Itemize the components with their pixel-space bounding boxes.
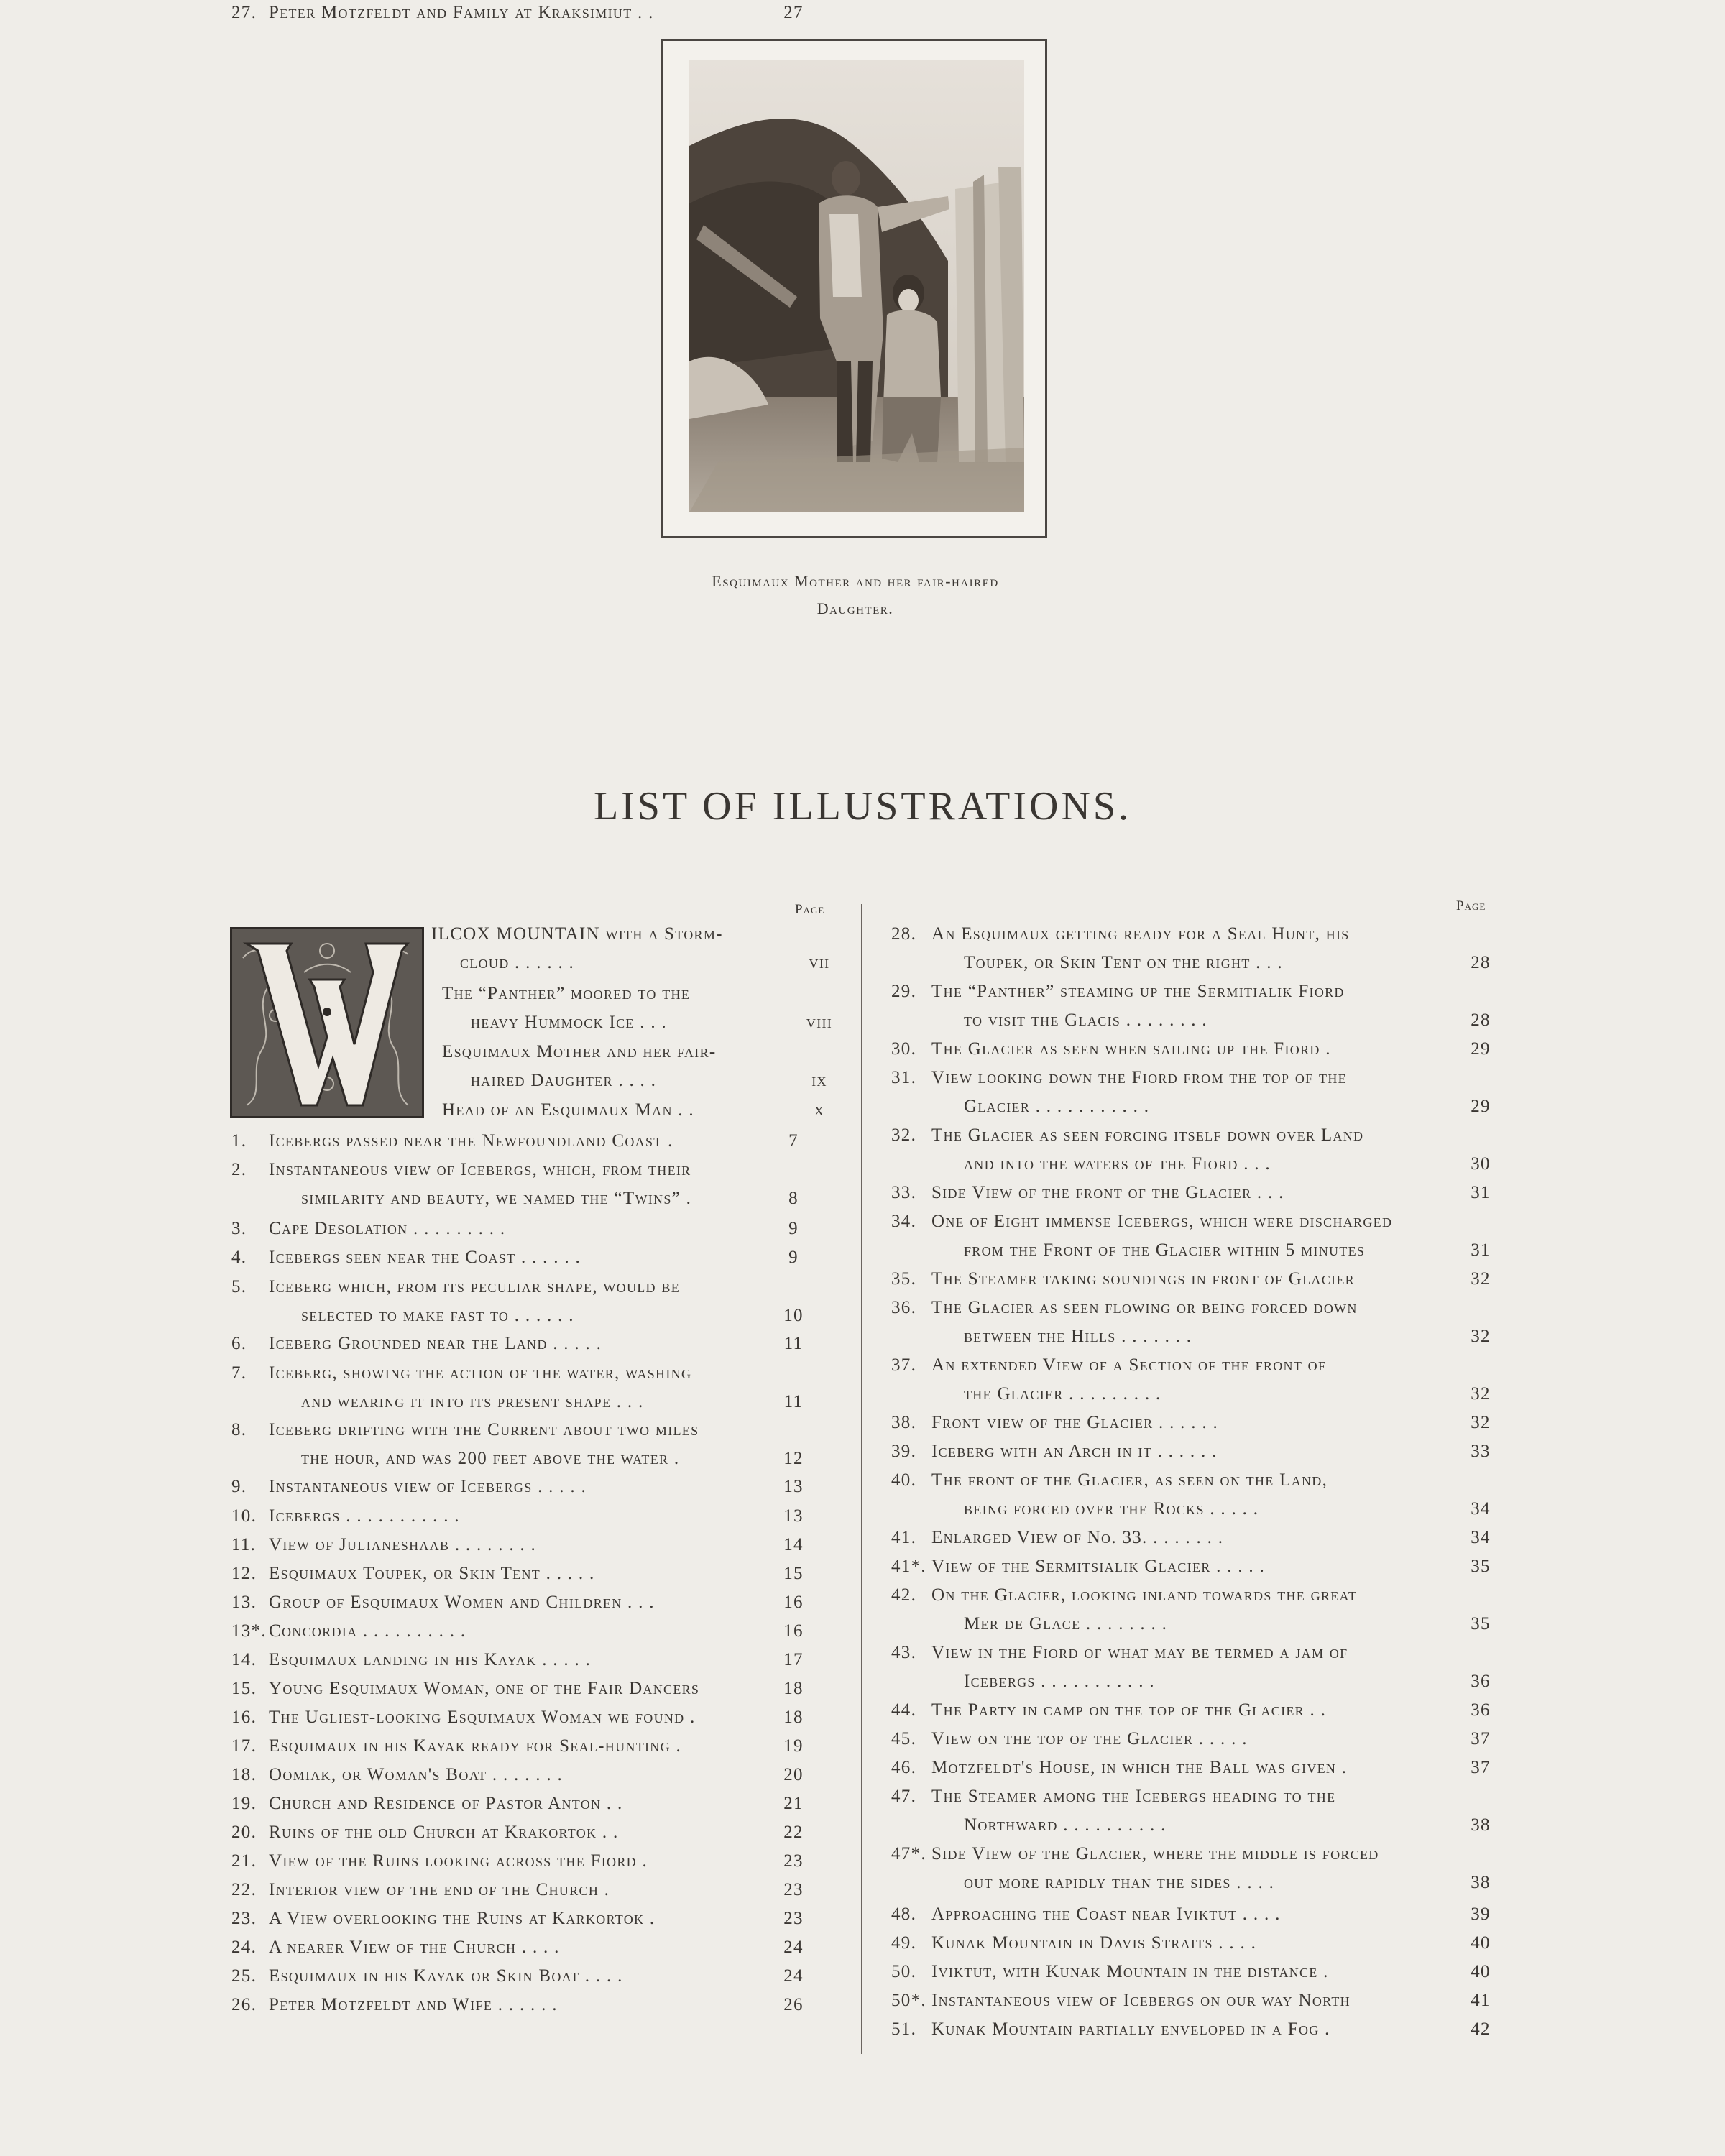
entry-page: 24	[783, 1966, 804, 1986]
entry-text: View looking down the Fiord from the top of the	[932, 1068, 1347, 1087]
list-item	[891, 1353, 1509, 1404]
entry-page: 42	[1471, 2019, 1491, 2039]
entry-continuation: the Glacier . . . . . . . . .	[964, 1384, 1162, 1404]
entry-page: ix	[811, 1071, 827, 1090]
entry-page: 32	[1471, 1413, 1491, 1432]
list-item	[231, 1216, 842, 1242]
entry-text: Iceberg which, from its peculiar shape, would be	[269, 1277, 680, 1296]
entry-text: Cape Desolation . . . . . . . . .	[269, 1219, 506, 1238]
entry-number: 27.	[231, 3, 257, 22]
entry-text: Head of an Esquimaux Man . .	[442, 1100, 694, 1120]
entry-number: 49.	[891, 1933, 917, 1953]
entry-page: 38	[1471, 1815, 1491, 1835]
entry-page: 37	[1471, 1758, 1491, 1777]
entry-page: 16	[783, 1593, 804, 1612]
photo-frame	[661, 39, 1047, 538]
entry-page: viii	[806, 1013, 833, 1032]
list-item	[891, 2017, 1509, 2042]
entry-number: 19.	[231, 1794, 257, 1813]
entry-page: 11	[783, 1392, 804, 1411]
entry-text: An Esquimaux getting ready for a Seal Hunt, his	[932, 924, 1350, 944]
entry-number: 5.	[231, 1277, 247, 1296]
entry-text: Front view of the Glacier . . . . . .	[932, 1413, 1219, 1432]
column-divider	[861, 904, 862, 2054]
list-item	[231, 1331, 842, 1357]
list-item	[231, 1906, 842, 1932]
list-item	[231, 0, 842, 26]
entry-page: vii	[809, 953, 830, 972]
entry-number: 47.	[891, 1787, 917, 1806]
entry-number: 15.	[231, 1679, 257, 1698]
list-item	[231, 1245, 842, 1271]
entry-text: View on the top of the Glacier . . . . .	[932, 1729, 1248, 1749]
entry-page: 16	[783, 1621, 804, 1641]
entry-continuation: Glacier . . . . . . . . . . .	[964, 1097, 1150, 1116]
entry-page: 19	[783, 1736, 804, 1756]
entry-number: 48.	[891, 1904, 917, 1924]
list-item	[231, 1503, 842, 1529]
list-item	[891, 1036, 1509, 1062]
entry-number: 26.	[231, 1995, 257, 2014]
list-item	[231, 1963, 842, 1989]
entry-continuation: selected to make fast to . . . . . .	[301, 1306, 574, 1325]
photo-caption	[618, 568, 1092, 622]
entry-number: 42.	[891, 1585, 917, 1605]
list-item	[231, 1417, 842, 1468]
entry-text: Enlarged View of No. 33. . . . . . . .	[932, 1528, 1224, 1547]
list-item	[231, 1360, 842, 1411]
entry-page: 23	[783, 1851, 804, 1871]
entry-text: The Party in camp on the top of the Glacier . .	[932, 1700, 1327, 1720]
entry-text: Instantaneous view of Icebergs, which, from their	[269, 1160, 691, 1179]
entry-page: 29	[1471, 1097, 1491, 1116]
entry-page: 18	[783, 1679, 804, 1698]
entry-text: The Glacier as seen flowing or being forced down	[932, 1298, 1358, 1317]
list-item	[231, 1733, 842, 1759]
list-item	[891, 1959, 1509, 1985]
entry-text: View of the Sermitsialik Glacier . . . . .	[932, 1557, 1266, 1576]
entry-number: 13*.	[231, 1621, 267, 1641]
list-item	[891, 1295, 1509, 1346]
list-item	[891, 1640, 1509, 1691]
entry-page: 32	[1471, 1269, 1491, 1289]
entry-page: 39	[1471, 1904, 1491, 1924]
entry-page: 32	[1471, 1327, 1491, 1346]
entry-number: 2.	[231, 1160, 247, 1179]
list-item	[891, 1065, 1509, 1116]
list-item	[231, 1935, 842, 1961]
entry-continuation: and wearing it into its present shape . . .	[301, 1392, 644, 1411]
entry-continuation: the hour, and was 200 feet above the water .	[301, 1449, 680, 1468]
entry-number: 34.	[891, 1212, 917, 1231]
entry-text: Icebergs . . . . . . . . . . .	[269, 1506, 460, 1526]
entry-number: 41.	[891, 1528, 917, 1547]
entry-text: The Steamer among the Icebergs heading to the	[932, 1787, 1336, 1806]
entry-text: Side View of the Glacier, where the middle is forced	[932, 1844, 1379, 1864]
entry-number: 43.	[891, 1643, 917, 1662]
entry-continuation: out more rapidly than the sides . . . .	[964, 1873, 1275, 1892]
entry-text: Side View of the front of the Glacier . . .	[932, 1183, 1284, 1202]
photo-caption-line-1: Esquimaux Mother and her fair-haired	[712, 572, 999, 590]
entry-page: 11	[783, 1334, 804, 1353]
entry-number: 13.	[231, 1593, 257, 1612]
entry-page: 28	[1471, 1010, 1491, 1030]
entry-number: 36.	[891, 1298, 917, 1317]
entry-page: 8	[788, 1189, 799, 1208]
entry-text: Ruins of the old Church at Krakortok . .	[269, 1823, 619, 1842]
list-item	[891, 1554, 1509, 1580]
entry-text: Approaching the Coast near Iviktut . . . .	[932, 1904, 1281, 1924]
entry-text: The Steamer taking soundings in front of Glacier	[932, 1269, 1355, 1289]
entry-number: 1.	[231, 1131, 247, 1151]
entry-text: Icebergs passed near the Newfoundland Coast .	[269, 1131, 673, 1151]
entry-page: 23	[783, 1880, 804, 1899]
list-item	[891, 1266, 1509, 1292]
entry-continuation: Mer de Glace . . . . . . . .	[964, 1614, 1168, 1634]
entry-continuation: Icebergs . . . . . . . . . . .	[964, 1672, 1155, 1691]
entry-number: 50.	[891, 1962, 917, 1981]
list-item	[231, 1791, 842, 1817]
entry-page: x	[814, 1100, 825, 1120]
entry-number: 4.	[231, 1248, 247, 1267]
list-item	[231, 1157, 842, 1208]
entry-text: On the Glacier, looking inland towards the great	[932, 1585, 1358, 1605]
page-column-heading-left: Page	[795, 902, 825, 917]
entry-number: 6.	[231, 1334, 247, 1353]
entry-number: 18.	[231, 1765, 257, 1784]
entry-page: 36	[1471, 1700, 1491, 1720]
entry-page: 28	[1471, 953, 1491, 972]
entry-text: Oomiak, or Woman's Boat . . . . . . .	[269, 1765, 563, 1784]
list-item	[231, 1877, 842, 1903]
entry-number: 46.	[891, 1758, 917, 1777]
entry-text: The Ugliest-looking Esquimaux Woman we found .	[269, 1708, 696, 1727]
list-item	[891, 1439, 1509, 1465]
entry-text: Iceberg, showing the action of the water, washing	[269, 1363, 692, 1383]
list-item	[891, 1930, 1509, 1956]
entry-page: 14	[783, 1535, 804, 1554]
entry-text: Instantaneous view of Icebergs on our way North	[932, 1991, 1351, 2010]
entry-continuation: cloud . . . . . .	[460, 953, 575, 972]
entry-number: 51.	[891, 2019, 917, 2039]
entry-page: 37	[1471, 1729, 1491, 1749]
entry-page: 41	[1471, 1991, 1491, 2010]
entry-page: 18	[783, 1708, 804, 1727]
entry-page: 40	[1471, 1962, 1491, 1981]
entry-page: 29	[1471, 1039, 1491, 1059]
entry-number: 23.	[231, 1909, 257, 1928]
entry-text: A View overlooking the Ruins at Karkortok .	[269, 1909, 656, 1928]
entry-text: View in the Fiord of what may be termed a jam of	[932, 1643, 1348, 1662]
entry-text: Esquimaux landing in his Kayak . . . . .	[269, 1650, 592, 1669]
entry-number: 47*.	[891, 1844, 926, 1864]
entry-number: 39.	[891, 1442, 917, 1461]
entry-number: 30.	[891, 1039, 917, 1059]
entry-page: 22	[783, 1823, 804, 1842]
decorative-initial-w	[230, 927, 424, 1118]
entry-number: 44.	[891, 1700, 917, 1720]
entry-continuation: similarity and beauty, we named the “Twins” .	[301, 1189, 692, 1208]
entry-page: 20	[783, 1765, 804, 1784]
entry-text: Esquimaux Toupek, or Skin Tent . . . . .	[269, 1564, 595, 1583]
entry-page: 24	[783, 1938, 804, 1957]
entry-number: 25.	[231, 1966, 257, 1986]
entry-number: 40.	[891, 1470, 917, 1490]
entry-text: Concordia . . . . . . . . . .	[269, 1621, 466, 1641]
list-item	[231, 1992, 842, 2018]
list-item	[891, 1841, 1509, 1892]
entry-text: The Glacier as seen when sailing up the Fiord .	[932, 1039, 1331, 1059]
entry-number: 33.	[891, 1183, 917, 1202]
entry-page: 34	[1471, 1499, 1491, 1519]
entry-page: 40	[1471, 1933, 1491, 1953]
list-item	[891, 1525, 1509, 1551]
list-item	[231, 1618, 842, 1644]
entry-number: 21.	[231, 1851, 257, 1871]
page-column-heading-right: Page	[1456, 898, 1486, 913]
entry-text: One of Eight immense Icebergs, which were discharged	[932, 1212, 1393, 1231]
entry-number: 24.	[231, 1938, 257, 1957]
entry-number: 50*.	[891, 1991, 926, 2010]
entry-text: The “Panther” steaming up the Sermitialik Fiord	[932, 982, 1345, 1001]
photograph-image	[689, 60, 1024, 512]
entry-number: 32.	[891, 1125, 917, 1145]
entry-page: 9	[788, 1248, 799, 1267]
entry-page: 31	[1471, 1240, 1491, 1260]
entry-number: 45.	[891, 1729, 917, 1749]
list-item	[891, 1209, 1509, 1260]
decorative-initial-w-art	[232, 929, 422, 1116]
entry-continuation: and into the waters of the Fiord . . .	[964, 1154, 1271, 1174]
list-item	[891, 1123, 1509, 1174]
entry-page: 38	[1471, 1873, 1491, 1892]
entry-text: Peter Motzfeldt and Family at Kraksimiut . .	[269, 3, 654, 22]
entry-text: View of Julianeshaab . . . . . . . .	[269, 1535, 537, 1554]
entry-text: Young Esquimaux Woman, one of the Fair Dancers	[269, 1679, 700, 1698]
entry-text: Esquimaux in his Kayak or Skin Boat . . . .	[269, 1966, 623, 1986]
photograph-esquimaux-mother-daughter	[689, 60, 1024, 512]
entry-number: 29.	[891, 982, 917, 1001]
entry-text: Kunak Mountain partially enveloped in a Fog .	[932, 2019, 1330, 2039]
entry-number: 3.	[231, 1219, 247, 1238]
entry-continuation: from the Front of the Glacier within 5 minutes	[964, 1240, 1366, 1260]
list-title: LIST OF ILLUSTRATIONS.	[593, 784, 1132, 829]
list-item	[891, 1697, 1509, 1723]
entry-text: Icebergs seen near the Coast . . . . . .	[269, 1248, 581, 1267]
entry-text: Peter Motzfeldt and Wife . . . . . .	[269, 1995, 558, 2014]
entry-text: Group of Esquimaux Women and Children . . .	[269, 1593, 655, 1612]
entry-page: 36	[1471, 1672, 1491, 1691]
entry-page: 13	[783, 1477, 804, 1496]
entry-number: 20.	[231, 1823, 257, 1842]
list-item	[891, 1410, 1509, 1436]
entry-text: Motzfeldt's House, in which the Ball was given .	[932, 1758, 1348, 1777]
entry-page: 7	[788, 1131, 799, 1151]
entry-number: 28.	[891, 924, 917, 944]
list-item	[231, 1274, 842, 1325]
entry-page: 12	[783, 1449, 804, 1468]
list-item	[231, 1762, 842, 1788]
entry-page: 9	[788, 1219, 799, 1238]
entry-text: Esquimaux in his Kayak ready for Seal-hunting .	[269, 1736, 681, 1756]
list-item	[231, 1820, 842, 1846]
list-item	[891, 979, 1509, 1030]
entry-continuation: being forced over the Rocks . . . . .	[964, 1499, 1259, 1519]
entry-text: Iviktut, with Kunak Mountain in the distance .	[932, 1962, 1329, 1981]
entry-page: 13	[783, 1506, 804, 1526]
list-item	[231, 1647, 842, 1673]
entry-number: 35.	[891, 1269, 917, 1289]
entry-page: 34	[1471, 1528, 1491, 1547]
list-item	[231, 1676, 842, 1702]
entry-number: 11.	[231, 1535, 257, 1554]
entry-number: 7.	[231, 1363, 247, 1383]
entry-text: Church and Residence of Pastor Anton . .	[269, 1794, 623, 1813]
list-item	[231, 1474, 842, 1500]
entry-number: 10.	[231, 1506, 257, 1526]
list-item	[891, 1583, 1509, 1634]
list-item	[891, 1726, 1509, 1752]
list-item	[891, 1902, 1509, 1927]
entry-text: Instantaneous view of Icebergs . . . . .	[269, 1477, 587, 1496]
entry-continuation: haired Daughter . . . .	[471, 1071, 657, 1090]
entry-text: Iceberg Grounded near the Land . . . . .	[269, 1334, 602, 1353]
entry-page: 31	[1471, 1183, 1491, 1202]
entry-page: 32	[1471, 1384, 1491, 1404]
entry-text: The “Panther” moored to the	[442, 984, 691, 1003]
entry-page: 17	[783, 1650, 804, 1669]
entry-continuation: Toupek, or Skin Tent on the right . . .	[964, 953, 1283, 972]
entry-number: 31.	[891, 1068, 917, 1087]
list-item	[231, 1848, 842, 1874]
entry-number: 17.	[231, 1736, 257, 1756]
entry-text: Iceberg with an Arch in it . . . . . .	[932, 1442, 1218, 1461]
entry-text: The Glacier as seen forcing itself down over Land	[932, 1125, 1364, 1145]
entry-text: View of the Ruins looking across the Fiord .	[269, 1851, 648, 1871]
entry-page: 35	[1471, 1557, 1491, 1576]
entry-number: 16.	[231, 1708, 257, 1727]
entry-number: 38.	[891, 1413, 917, 1432]
entry-number: 9.	[231, 1477, 247, 1496]
entry-text: Iceberg drifting with the Current about two miles	[269, 1420, 699, 1439]
entry-text: Esquimaux Mother and her fair-	[442, 1042, 717, 1061]
entry-number: 37.	[891, 1355, 917, 1375]
entry-continuation: between the Hills . . . . . . .	[964, 1327, 1192, 1346]
entry-text: Interior view of the end of the Church .	[269, 1880, 610, 1899]
list-item	[231, 1590, 842, 1616]
entry-text: Kunak Mountain in Davis Straits . . . .	[932, 1933, 1257, 1953]
entry-number: 22.	[231, 1880, 257, 1899]
list-item	[231, 1128, 842, 1154]
entry-text: An extended View of a Section of the front of	[932, 1355, 1327, 1375]
entry-continuation: to visit the Glacis . . . . . . . .	[964, 1010, 1208, 1030]
entry-page: 35	[1471, 1614, 1491, 1634]
entry-page: 27	[783, 3, 804, 22]
list-item	[891, 921, 1509, 972]
entry-number: 8.	[231, 1420, 247, 1439]
entry-page: 10	[783, 1306, 804, 1325]
entry-continuation: Northward . . . . . . . . . .	[964, 1815, 1167, 1835]
entry-page: 15	[783, 1564, 804, 1583]
entry-page: 21	[783, 1794, 804, 1813]
entry-number: 12.	[231, 1564, 257, 1583]
entry-number: 41*.	[891, 1557, 926, 1576]
list-item	[891, 1755, 1509, 1781]
entry-continuation: heavy Hummock Ice . . .	[471, 1013, 667, 1032]
list-item	[231, 1532, 842, 1558]
photo-caption-line-2: Daughter.	[816, 599, 894, 617]
entry-page: 30	[1471, 1154, 1491, 1174]
list-item	[891, 1988, 1509, 2014]
entry-text: The front of the Glacier, as seen on the Land,	[932, 1470, 1328, 1490]
entry-number: 14.	[231, 1650, 257, 1669]
list-item	[891, 1784, 1509, 1835]
list-item	[231, 1705, 842, 1731]
list-item	[891, 1180, 1509, 1206]
entry-page: 23	[783, 1909, 804, 1928]
entry-page: 26	[783, 1995, 804, 2014]
list-item	[231, 1561, 842, 1587]
entry-text: A nearer View of the Church . . . .	[269, 1938, 560, 1957]
entry-text: ILCOX MOUNTAIN with a Storm-	[431, 924, 723, 944]
list-item	[891, 1468, 1509, 1519]
entry-page: 33	[1471, 1442, 1491, 1461]
